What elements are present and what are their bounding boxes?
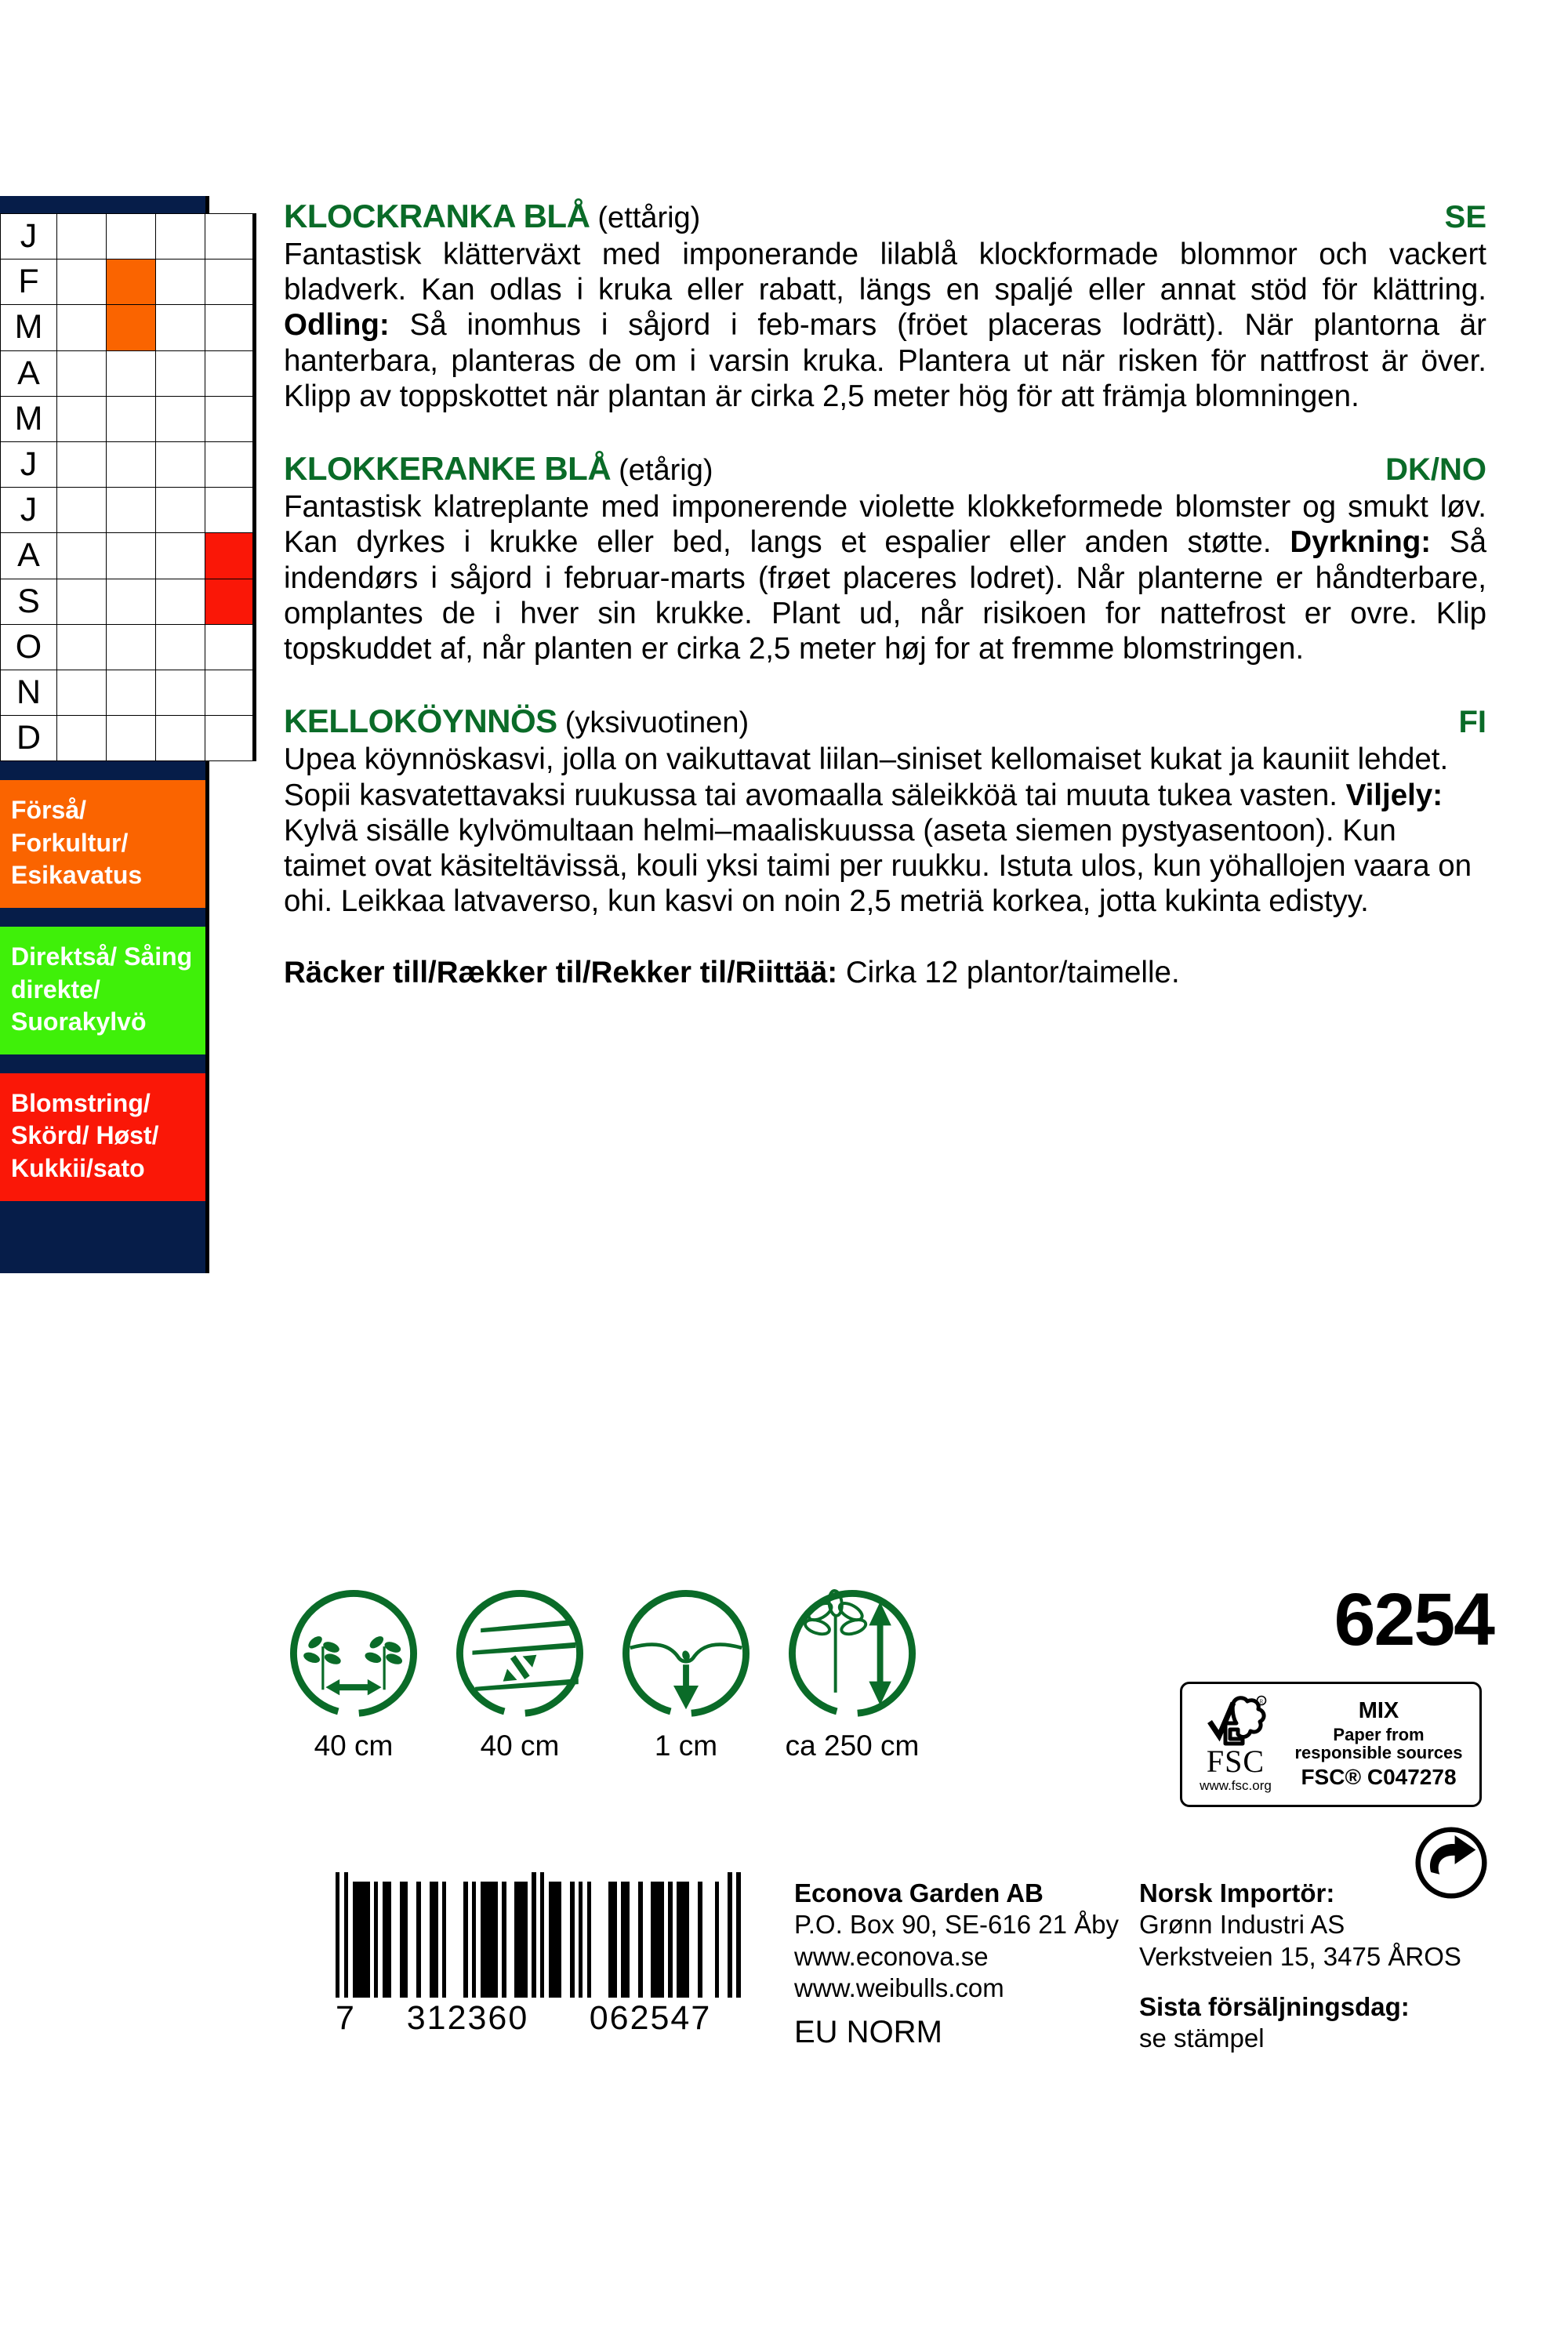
calendar-week-cell <box>57 305 107 350</box>
fsc-mix-label: MIX <box>1358 1698 1399 1724</box>
calendar-week-cell <box>107 533 156 579</box>
article-number: 6254 <box>1334 1578 1494 1661</box>
calendar-week-cell <box>156 441 205 487</box>
calendar-week-cell <box>57 624 107 670</box>
calendar-week-cell <box>107 624 156 670</box>
calendar-week-cell <box>205 670 255 715</box>
calendar-week-cell <box>156 350 205 396</box>
barcode-bars <box>336 1882 742 1998</box>
description-panel <box>284 198 1486 1017</box>
importer-name: Grønn Industri AS <box>1139 1910 1345 1940</box>
calendar-divider-3 <box>0 1054 209 1073</box>
calendar-row-month <box>1 260 255 305</box>
yield-line <box>284 956 1486 990</box>
calendar-month-label: F <box>1 260 57 305</box>
calendar-row-month <box>1 670 255 715</box>
language-section-fi <box>284 702 1486 919</box>
legend-direct-sow-label: Direktså/ Såing direkte/ Suorakylvö <box>11 942 193 1036</box>
language-code: FI <box>1458 705 1486 740</box>
fsc-tree-checkmark-icon <box>1202 1695 1269 1747</box>
calendar-week-cell <box>57 260 107 305</box>
language-code: DK/NO <box>1385 452 1486 488</box>
legend-presow <box>0 780 209 908</box>
calendar-week-cell <box>205 305 255 350</box>
barcode-lead-digit: 7 <box>336 1999 356 2037</box>
fsc-logo <box>1182 1695 1283 1794</box>
calendar-month-label: J <box>1 214 57 260</box>
language-section-dk-no <box>284 450 1486 666</box>
calendar-month-label: A <box>1 350 57 396</box>
cultivation-pictograms <box>284 1584 922 1762</box>
calendar-week-cell <box>107 670 156 715</box>
sowing-calendar-table <box>0 213 256 761</box>
calendar-row-month <box>1 579 255 624</box>
calendar-week-cell <box>57 396 107 441</box>
sowing-depth-icon <box>616 1584 756 1723</box>
calendar-week-cell <box>156 488 205 533</box>
calendar-week-cell <box>156 579 205 624</box>
calendar-row-month <box>1 350 255 396</box>
calendar-month-label: M <box>1 396 57 441</box>
plant-title-group <box>284 198 700 235</box>
calendar-week-cell <box>156 624 205 670</box>
calendar-week-cell <box>57 214 107 260</box>
calendar-week-cell <box>57 350 107 396</box>
calendar-row-month <box>1 716 255 761</box>
last-sale-value: se stämpel <box>1139 2024 1265 2053</box>
calendar-week-cell <box>205 716 255 761</box>
calendar-month-label: A <box>1 533 57 579</box>
plant-name: KLOCKRANKA BLÅ <box>284 198 590 234</box>
calendar-month-label: J <box>1 441 57 487</box>
calendar-week-cell <box>107 305 156 350</box>
calendar-week-cell <box>205 214 255 260</box>
calendar-week-cell <box>107 214 156 260</box>
description-text: Fantastisk klätterväxt med imponerande lilablå klockformade blommor och vackert bladverk. Kan odlas i kruka eller rabatt, längs en spaljé eller annat stöd för klättring. Odling: Så inomhus i såjord i feb-mars (fröet placeras lodrätt). När plantorna är hanterbara, planteras de om i varsin kruka. Plantera ut när risken för nattfrost är över. Klipp av toppskottet när plantan är cirka 2,5 meter hög för att främja blomningen. <box>284 238 1486 413</box>
language-code: SE <box>1444 200 1486 234</box>
company-website-weibulls[interactable]: www.weibulls.com <box>794 1973 1004 2002</box>
company-website-econova[interactable]: www.econova.se <box>794 1941 989 1971</box>
company-name: Econova Garden AB <box>794 1878 1044 1907</box>
calendar-week-cell <box>57 716 107 761</box>
calendar-week-cell <box>57 579 107 624</box>
calendar-week-cell <box>107 716 156 761</box>
language-heading <box>284 198 1486 235</box>
calendar-row-month <box>1 305 255 350</box>
plant-height-icon <box>782 1584 922 1723</box>
calendar-week-cell <box>156 716 205 761</box>
calendar-divider-2 <box>0 908 209 927</box>
calendar-row-month <box>1 488 255 533</box>
calendar-row-month <box>1 396 255 441</box>
picto-sowing-depth-label: 1 cm <box>654 1730 718 1762</box>
picto-row-spacing <box>450 1584 590 1762</box>
importer-address: Verkstveien 15, 3475 ÅROS <box>1139 1941 1461 1971</box>
calendar-row-month <box>1 441 255 487</box>
picto-sowing-depth <box>616 1584 756 1762</box>
last-sale-label: Sista försäljningsdag: <box>1139 1992 1410 2021</box>
picto-row-spacing-label: 40 cm <box>480 1730 560 1762</box>
calendar-week-cell <box>156 533 205 579</box>
calendar-divider-1 <box>0 761 209 780</box>
plant-name: KLOKKERANKE BLÅ <box>284 450 612 488</box>
calendar-week-cell <box>156 670 205 715</box>
legend-bloom-harvest-label: Blomstring/ Skörd/ Høst/ Kukkii/sato <box>11 1088 159 1182</box>
calendar-week-cell <box>205 350 255 396</box>
calendar-week-cell <box>57 533 107 579</box>
fsc-url: www.fsc.org <box>1200 1778 1272 1793</box>
legend-presow-label: Förså/ Forkultur/ Esikavatus <box>11 796 143 890</box>
yield-label: Räcker till/Rækker til/Rekker til/Riittää: <box>284 955 838 989</box>
calendar-week-cell <box>57 441 107 487</box>
calendar-week-cell <box>57 488 107 533</box>
picto-plant-height-label: ca 250 cm <box>785 1730 920 1762</box>
eu-norm-label: EU NORM <box>794 2015 942 2049</box>
picto-plant-spacing <box>284 1584 423 1762</box>
calendar-row-month <box>1 214 255 260</box>
calendar-week-cell <box>156 214 205 260</box>
plant-name: KELLOKÖYNNÖS <box>284 702 557 740</box>
legend-direct-sow <box>0 927 209 1054</box>
calendar-week-cell <box>205 624 255 670</box>
calendar-month-label: S <box>1 579 57 624</box>
plant-lifecycle: (ettårig) <box>597 201 701 234</box>
fsc-wordmark: FSC <box>1206 1744 1265 1779</box>
fsc-certification-label <box>1180 1682 1482 1807</box>
description-text: Fantastisk klatreplante med imponerende violette klokkeformede blomster og smukt løv. Kan dyrkes i krukke eller bed, langs et espalier eller anden støtte. Dyrkning: Så indendørs i såjord i februar-marts (frøet placeres lodret). Når planterne er håndterbare, omplantes de i hver sin krukke. Plant ud, når risikoen for nattefrost er ovre. Klip topskuddet af, når planten er cirka 2,5 meter høj for at fremme blomstringen. <box>284 490 1486 666</box>
yield-value: Cirka 12 plantor/taimelle. <box>837 955 1180 989</box>
svg-text:R: R <box>1259 1698 1264 1705</box>
plant-spacing-icon <box>284 1584 423 1723</box>
calendar-week-cell <box>205 441 255 487</box>
calendar-week-cell <box>57 670 107 715</box>
calendar-week-cell <box>205 533 255 579</box>
calendar-month-label: J <box>1 488 57 533</box>
calendar-week-cell <box>107 260 156 305</box>
language-heading <box>284 450 1486 488</box>
calendar-bottom-bar <box>0 1201 209 1273</box>
importer-label: Norsk Importör: <box>1139 1878 1335 1907</box>
calendar-week-cell <box>156 260 205 305</box>
last-sale-date <box>1139 1991 1410 2055</box>
calendar-week-cell <box>156 305 205 350</box>
calendar-month-label: M <box>1 305 57 350</box>
legend-bloom-harvest <box>0 1073 209 1201</box>
plant-title-group <box>284 702 749 740</box>
calendar-row-month <box>1 533 255 579</box>
calendar-week-cell <box>205 260 255 305</box>
calendar-week-cell <box>205 396 255 441</box>
calendar-top-bar <box>0 196 209 213</box>
calendar-week-cell <box>205 488 255 533</box>
calendar-week-cell <box>107 579 156 624</box>
language-heading <box>284 702 1486 740</box>
barcode-group-2: 062547 <box>589 1999 712 2037</box>
barcode-digits <box>336 1999 742 2038</box>
language-section-se <box>284 198 1486 414</box>
calendar-month-label: N <box>1 670 57 715</box>
description-text: Upea köynnöskasvi, jolla on vaikuttavat liilan–siniset kellomaiset kukat ja kauniit lehdet. Sopii kasvatettavaksi ruukussa tai avomaalla säleikköä tai muuta tukea vasten. Viljely: Kylvä sisälle kylvömultaan helmi–maaliskuussa (aseta siemen pystyasentoon). Kun taimet ovat käsiteltävissä, kouli yksi taimi per ruukku. Istuta ulos, kun yöhallojen vaara on ohi. Leikkaa latvaverso, kun kasvi on noin 2,5 metriä korkea, jotta kukinta edistyy. <box>284 742 1472 919</box>
calendar-week-cell <box>107 441 156 487</box>
fsc-claim <box>1283 1699 1479 1790</box>
calendar-month-label: O <box>1 624 57 670</box>
calendar-week-cell <box>107 350 156 396</box>
picto-plant-height <box>782 1584 922 1762</box>
sowing-calendar-strip <box>0 196 209 1273</box>
calendar-week-cell <box>156 396 205 441</box>
calendar-row-month <box>1 624 255 670</box>
calendar-week-cell <box>107 396 156 441</box>
importer-info <box>1139 1878 1461 1973</box>
plant-lifecycle: (etårig) <box>619 454 713 488</box>
fsc-description: Paper from responsible sources <box>1294 1724 1463 1763</box>
calendar-month-label: D <box>1 716 57 761</box>
barcode-group-1: 312360 <box>406 1999 529 2037</box>
plant-lifecycle: (yksivuotinen) <box>564 706 750 740</box>
ean13-barcode <box>336 1882 742 2038</box>
calendar-week-cell <box>205 579 255 624</box>
calendar-week-cell <box>107 488 156 533</box>
manufacturer-info <box>794 1878 1119 2004</box>
fsc-license-code: FSC® C047278 <box>1301 1765 1457 1790</box>
row-spacing-icon <box>450 1584 590 1723</box>
plant-title-group <box>284 450 713 488</box>
picto-plant-spacing-label: 40 cm <box>314 1730 394 1762</box>
company-address: P.O. Box 90, SE-616 21 Åby <box>794 1910 1119 1940</box>
